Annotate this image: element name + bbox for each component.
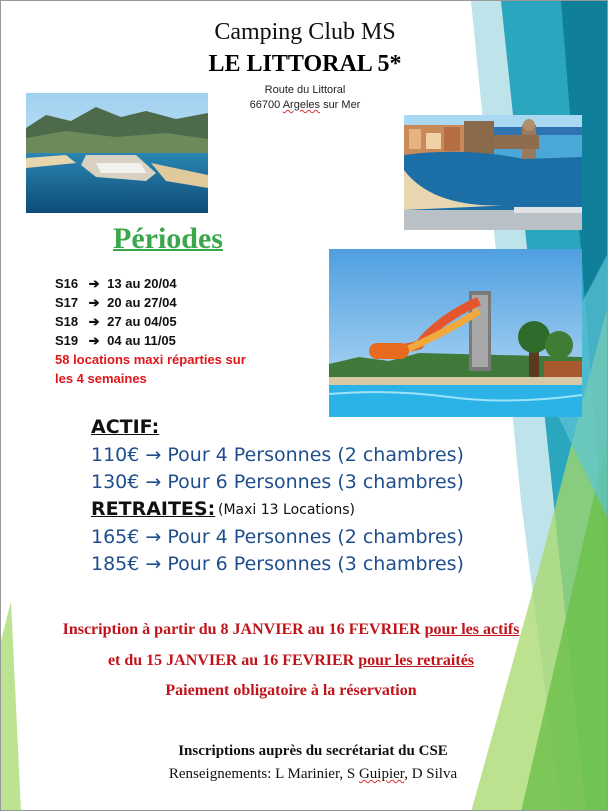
week-code: S19: [55, 333, 79, 348]
week-row: [55, 314, 177, 330]
right-arrow-icon: →: [145, 471, 162, 493]
contact-name-guipier: Guipier: [358, 766, 405, 782]
camping-club-title: Camping Club MS: [214, 19, 396, 45]
cse-registration-note: Inscriptions auprès du secrétariat du CSE: [178, 743, 448, 759]
postcode: 66700: [249, 99, 281, 111]
price-value: 110€: [91, 444, 140, 466]
camping-name: LE LITTORAL 5*: [208, 51, 402, 77]
price-description: Pour 6 Personnes (3 chambres): [167, 471, 464, 493]
payment-note: Paiement obligatoire à la réservation: [165, 682, 417, 699]
locations-note-line-1: 58 locations maxi réparties sur: [55, 352, 246, 367]
address-line-2: [1, 99, 608, 111]
price-value: 130€: [91, 471, 140, 493]
heavy-right-arrow-icon: ➔: [88, 295, 100, 310]
photo-collioure: [404, 115, 582, 230]
town-sur-mer: sur Mer: [323, 99, 361, 111]
inscription-line-1: [1, 621, 581, 639]
town-argeles: Argeles: [282, 99, 320, 111]
price-value: 165€: [91, 526, 140, 548]
inscription-dates-actifs: Inscription à partir du 8 JANVIER au 16 FEVRIER: [62, 621, 421, 638]
address-line-1: Route du Littoral: [264, 84, 346, 96]
heavy-right-arrow-icon: ➔: [88, 333, 100, 348]
week-code: S17: [55, 295, 79, 310]
week-code: S18: [55, 314, 79, 329]
inscription-actifs-label: pour les actifs: [424, 621, 520, 638]
contact-line: [1, 766, 608, 783]
week-dates: 04 au 11/05: [107, 333, 176, 348]
week-dates: 13 au 20/04: [107, 276, 177, 291]
price-description: Pour 4 Personnes (2 chambres): [167, 444, 464, 466]
week-row: [55, 276, 177, 292]
week-dates: 20 au 27/04: [107, 295, 177, 310]
week-dates: 27 au 04/05: [107, 314, 177, 329]
right-arrow-icon: →: [145, 553, 162, 575]
periods-heading: Périodes: [113, 222, 223, 255]
photo-marina: [26, 93, 208, 213]
heavy-right-arrow-icon: ➔: [88, 314, 100, 329]
inscription-retraites-label: pour les retraités: [358, 652, 475, 669]
week-code: S16: [55, 276, 79, 291]
contact-suffix: , D Silva: [404, 766, 458, 782]
actif-label: ACTIF:: [91, 416, 160, 438]
inscription-line-2: [1, 652, 581, 670]
right-arrow-icon: →: [145, 444, 162, 466]
right-arrow-icon: →: [145, 526, 162, 548]
price-row: [91, 444, 464, 466]
price-description: Pour 6 Personnes (3 chambres): [167, 553, 464, 575]
inscription-dates-retraites: et du 15 JANVIER au 16 FEVRIER: [107, 652, 355, 669]
price-row: [91, 526, 464, 548]
week-row: [55, 295, 177, 311]
retraites-note: (Maxi 13 Locations): [218, 502, 355, 518]
contact-prefix: Renseignements: L Marinier, S: [168, 766, 356, 782]
price-row: [91, 471, 464, 493]
price-value: 185€: [91, 553, 140, 575]
photo-waterpark: [329, 249, 582, 417]
price-description: Pour 4 Personnes (2 chambres): [167, 526, 464, 548]
retraites-label: RETRAITES:: [91, 498, 216, 520]
heavy-right-arrow-icon: ➔: [88, 276, 100, 291]
locations-note-line-2: les 4 semaines: [55, 371, 147, 386]
price-row: [91, 553, 464, 575]
week-row: [55, 333, 176, 349]
